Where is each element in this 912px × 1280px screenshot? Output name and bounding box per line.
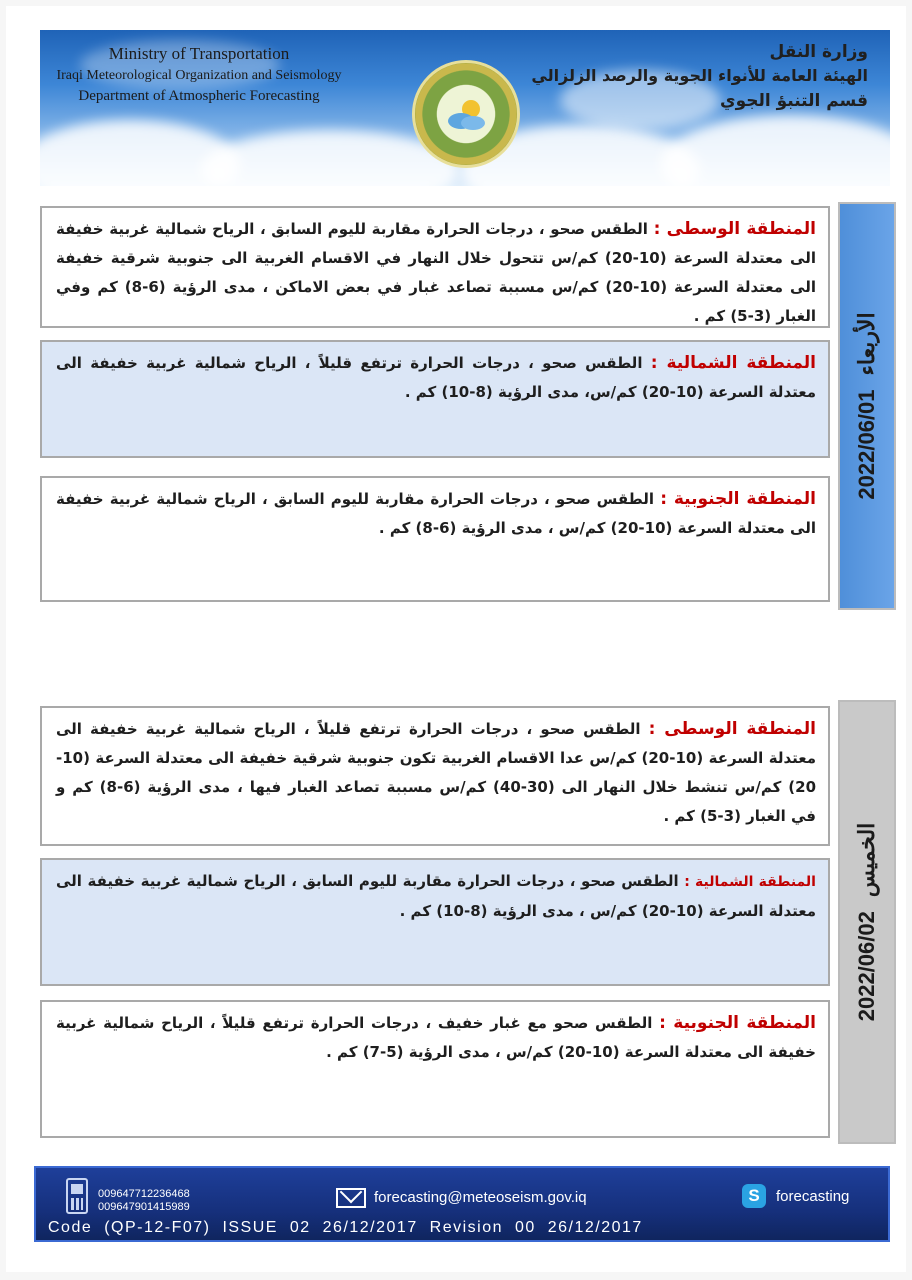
day-name: الأربعاء bbox=[854, 312, 879, 376]
header-english bbox=[54, 44, 344, 105]
forecast-page bbox=[6, 6, 906, 1272]
document-code-line: Code (QP-12-F07) ISSUE 02 26/12/2017 Revision 00 26/12/2017 bbox=[48, 1219, 643, 1236]
region-label: المنطقة الوسطى : bbox=[648, 719, 816, 739]
email-link[interactable]: forecasting@meteoseism.gov.iq bbox=[374, 1189, 587, 1206]
phone-icon bbox=[66, 1178, 88, 1214]
region-label: المنطقة الجنوبية : bbox=[660, 489, 816, 509]
region-forecast-text: الطقس صحو ، درجات الحرارة مقاربة لليوم السابق ، الرياح شمالية غربية خفيفة الى معتدلة السرعة (10-20) كم/س ، مدى الرؤية (8-10) كم . bbox=[56, 872, 816, 920]
phone-numbers bbox=[98, 1188, 190, 1214]
skype-icon: S bbox=[742, 1184, 766, 1208]
organization-name-en: Iraqi Meteorological Organization and Seismology bbox=[56, 68, 342, 83]
header-arabic bbox=[531, 42, 868, 111]
region-forecast-text: الطقس صحو ، درجات الحرارة ترتفع قليلاً ، الرياح شمالية غربية خفيفة الى معتدلة السرعة (10-20) كم/س، مدى الرؤية (8-10) كم . bbox=[56, 354, 816, 401]
department-name-ar: قسم التنبؤ الجوي bbox=[720, 91, 868, 111]
sun-cloud-icon bbox=[447, 97, 487, 133]
date-label bbox=[854, 823, 880, 1022]
ministry-name-en: Ministry of Transportation bbox=[108, 44, 290, 63]
region-forecast-text: الطقس صحو ، درجات الحرارة مقاربة لليوم السابق ، الرياح شمالية غربية خفيفة الى معتدلة السرعة (10-20) كم/س ، مدى الرؤية (6-8) كم . bbox=[56, 490, 816, 537]
region-label: المنطقة الشمالية : bbox=[650, 353, 816, 373]
date-value: 2022/06/01 bbox=[854, 389, 879, 500]
region-forecast-text: الطقس صحو ، درجات الحرارة ترتفع قليلاً ، الرياح شمالية غربية خفيفة الى معتدلة السرعة (10-20) كم/س عدا الاقسام الغربية تكون جنوبية شرقية خفيفة الى معتدلة السرعة (10-20) كم/س تنشط خلال النهار الى (30-40) كم/س مسببة تصاعد الغبار فيها ، مدى الرؤية (6-8) كم و في الغبار (3-5) كم . bbox=[56, 720, 817, 825]
region-label: المنطقة الشمالية : bbox=[684, 874, 816, 890]
date-label bbox=[854, 312, 880, 499]
region-forecast-text: الطقس صحو ، درجات الحرارة مقاربة لليوم السابق ، الرياح شمالية غربية خفيفة الى معتدلة السرعة (10-20) كم/س تتحول خلال النهار في الاقسام الغربية الى جنوبية شرقية خفيفة الى معتدلة السرعة (10-20) كم/س مسببة تصاعد غبار في بعض الاماكن ، مدى الرؤية (6-8) كم وفي الغبار (3-5) كم . bbox=[56, 220, 816, 325]
region-box-central bbox=[40, 206, 830, 328]
header-banner bbox=[40, 30, 890, 186]
region-box-south bbox=[40, 1000, 830, 1138]
date-bar bbox=[838, 700, 896, 1144]
ministry-name-ar: وزارة النقل bbox=[769, 42, 868, 62]
region-box-central bbox=[40, 706, 830, 846]
region-box-south bbox=[40, 476, 830, 602]
day-section-2 bbox=[36, 696, 896, 1144]
department-name-en: Department of Atmospheric Forecasting bbox=[78, 88, 320, 104]
organization-name-ar: الهيئة العامة للأنواء الجوية والرصد الزلزالي bbox=[531, 66, 868, 85]
date-bar bbox=[838, 202, 896, 610]
seal-logo-icon bbox=[412, 60, 520, 168]
day-section-1 bbox=[36, 198, 896, 610]
region-forecast-text: الطقس صحو مع غبار خفيف ، درجات الحرارة ترتفع قليلاً ، الرياح شمالية غربية خفيفة الى معتدلة السرعة (10-20) كم/س ، مدى الرؤية (5-7) كم . bbox=[56, 1014, 816, 1061]
mail-icon bbox=[336, 1188, 366, 1208]
skype-handle[interactable]: forecasting bbox=[776, 1188, 850, 1205]
contact-footer bbox=[34, 1166, 890, 1242]
region-box-north bbox=[40, 858, 830, 986]
phone-number: 009647712236468 bbox=[98, 1188, 190, 1200]
phone-number: 009647901415989 bbox=[98, 1201, 190, 1213]
region-label: المنطقة الوسطى : bbox=[653, 219, 816, 239]
region-label: المنطقة الجنوبية : bbox=[659, 1013, 816, 1033]
day-name: الخميس bbox=[854, 822, 879, 898]
region-box-north bbox=[40, 340, 830, 458]
date-value: 2022/06/02 bbox=[854, 911, 879, 1022]
